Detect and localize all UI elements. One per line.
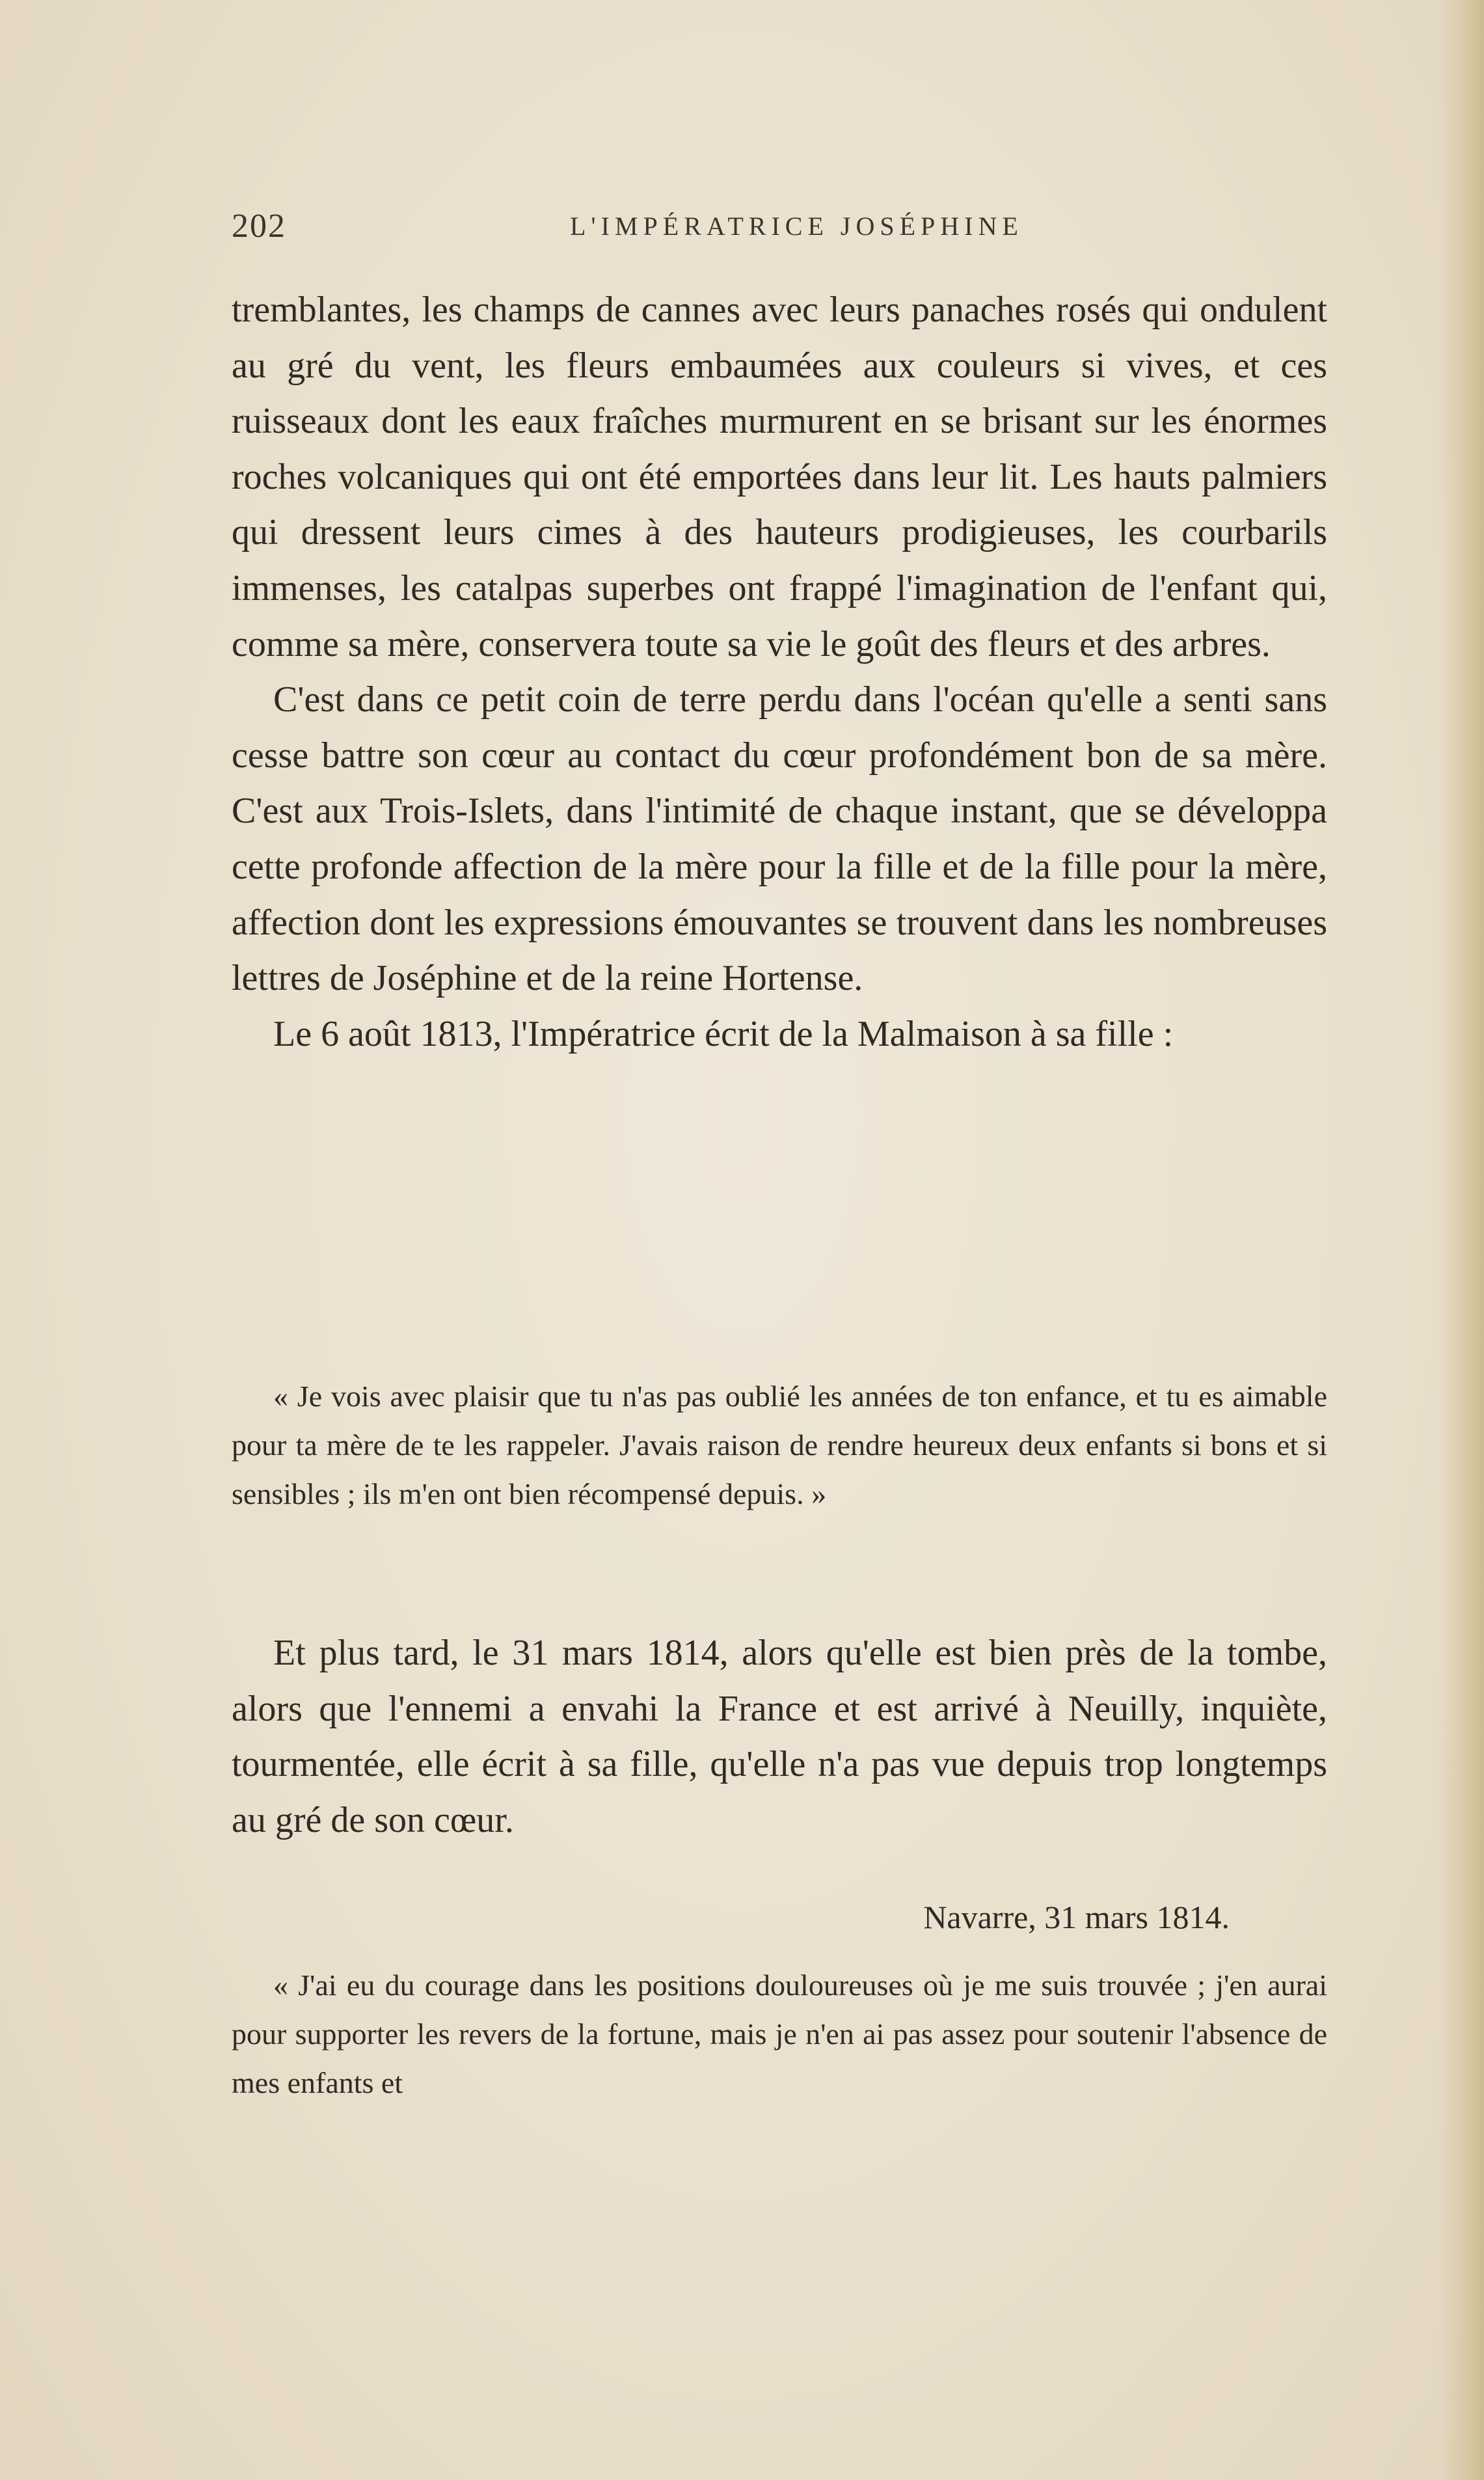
paragraph-3: Le 6 août 1813, l'Impératrice écrit de la Malmaison à sa fille : — [273, 1013, 1174, 1054]
quote-1-text: « Je vois avec plaisir que tu n'as pas oublié les années de ton enfance, et tu es aimable pour ta mère de te les rappeler. J'avais raison de rendre heureux deux enfants si bons et si sensibles ; ils m'en ont bien récompensé depuis. » — [232, 1380, 1327, 1510]
quote-2-text: « J'ai eu du courage dans les positions douloureuses où je me suis trouvée ; j'en aurai pour supporter les revers de la fortune, mais je n'en ai pas assez pour soutenir l'absence de mes enfants et — [232, 1969, 1327, 2099]
paragraph-2: C'est dans ce petit coin de terre perdu dans l'océan qu'elle a senti sans cesse battre son cœur au contact du cœur profondément bon de sa mère. C'est aux Trois-Islets, dans l'intimité de chaque instant, que se développa cette profonde affection de la mère pour la fille et de la fille pour la mère, affection dont les expressions émouvantes se trouvent dans les nombreuses lettres de Joséphine et de la reine Hortense. — [232, 679, 1327, 999]
paragraph-1: tremblantes, les champs de cannes avec leurs panaches rosés qui ondulent au gré du vent, les fleurs embaumées aux couleurs si vives, et ces ruisseaux dont les eaux fraîches murmurent en se brisant sur les énormes roches volcaniques qui ont été emportées dans leur lit. Les hauts palmiers qui dressent leurs cimes à des hauteurs prodigieuses, les courbarils immenses, les catalpas superbes ont frappé l'imagination de l'enfant qui, comme sa mère, conservera toute sa vie le goût des fleurs et des arbres. — [232, 290, 1327, 664]
letter-quote-1 — [232, 1372, 1327, 1518]
letter-dateline: Navarre, 31 mars 1814. — [923, 1899, 1230, 1935]
page-number: 202 — [232, 208, 286, 245]
page-edge-shadow — [1438, 0, 1484, 2480]
paragraph-4: Et plus tard, le 31 mars 1814, alors qu'elle est bien près de la tombe, alors que l'ennemi a envahi la France et est arrivé à Neuilly, inquiète, tourmentée, elle écrit à sa fille, qu'elle n'a pas vue depuis trop longtemps au gré de son cœur. — [232, 1633, 1327, 1840]
second-text-block — [232, 1626, 1327, 1848]
running-title: L'IMPÉRATRICE JOSÉPHINE — [570, 211, 1023, 241]
main-text-block — [232, 282, 1327, 1062]
running-head — [232, 207, 1325, 246]
letter-quote-2 — [232, 1961, 1327, 2107]
